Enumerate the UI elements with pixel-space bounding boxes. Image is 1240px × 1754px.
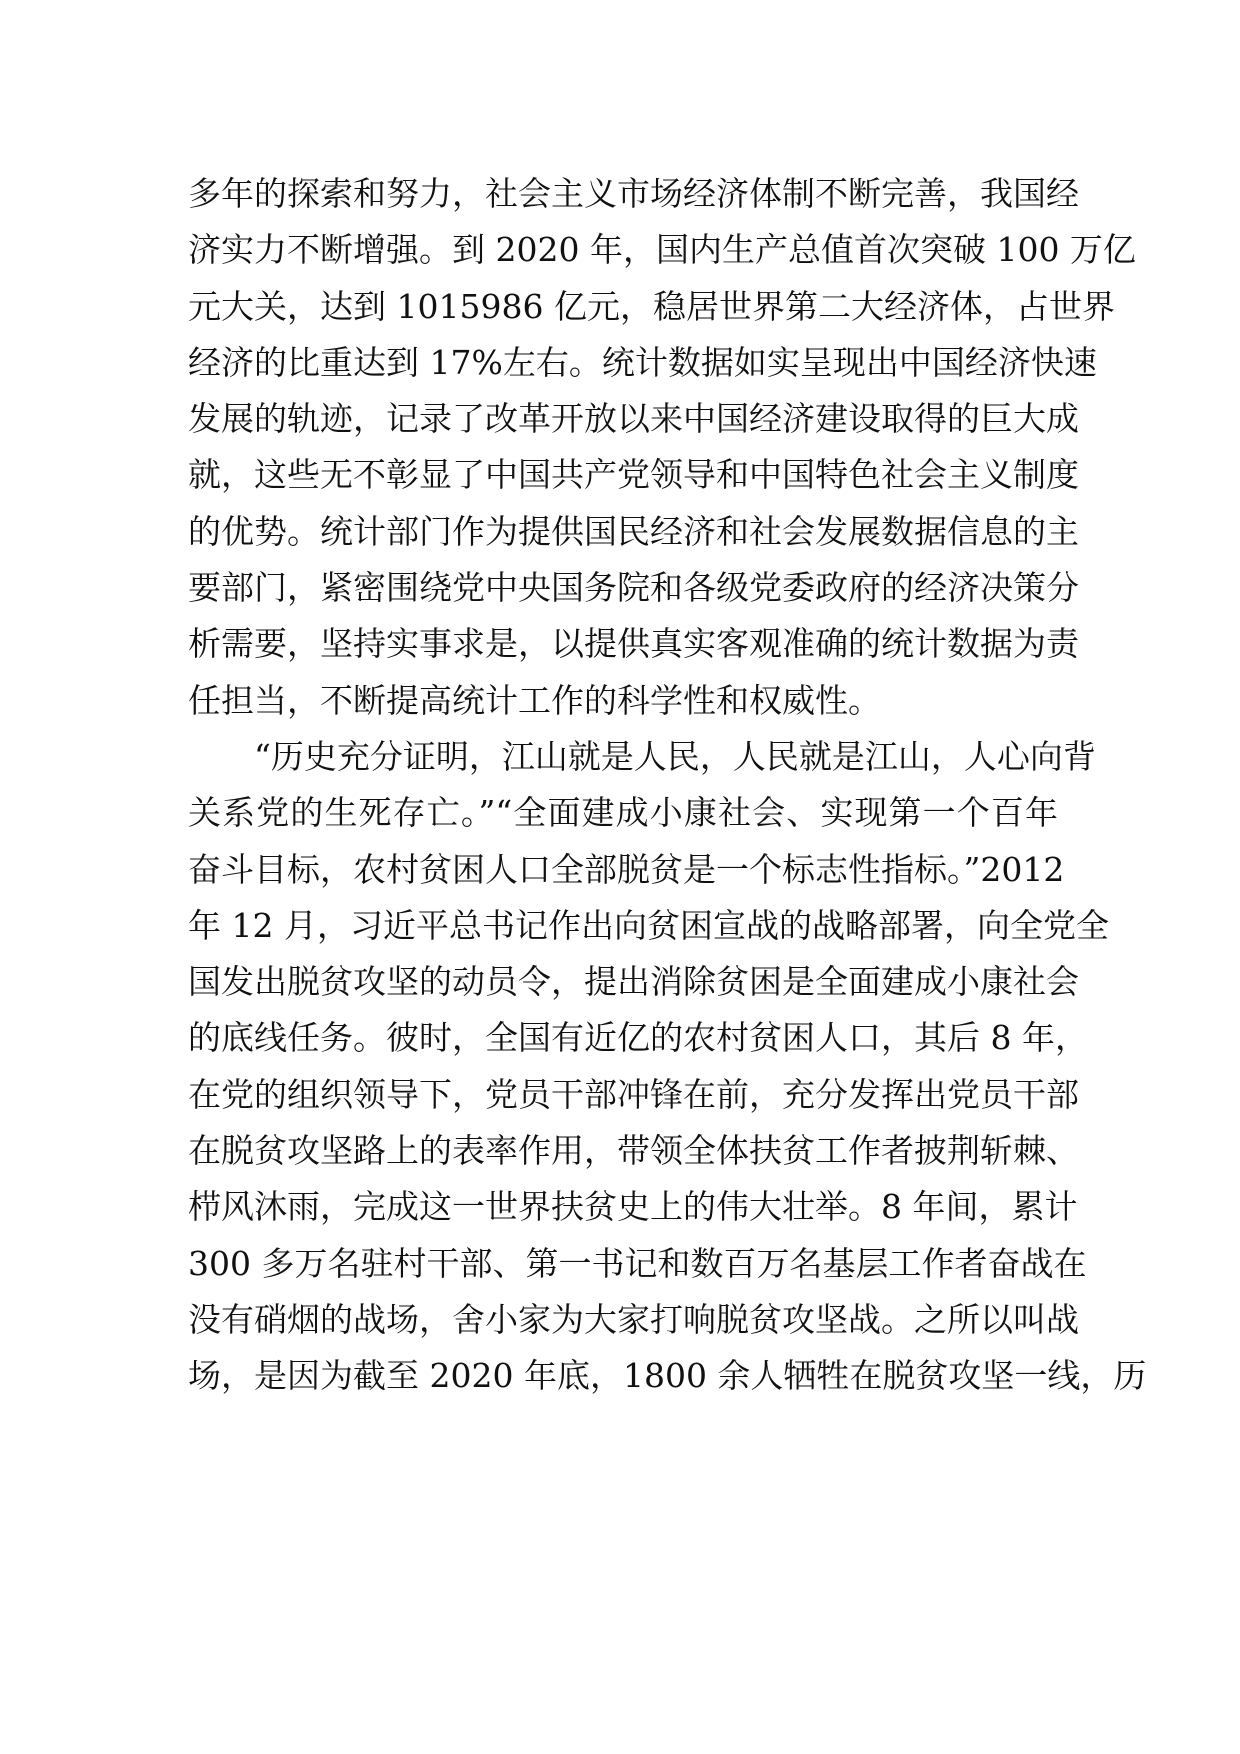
text-line: 就，这些无不彰显了中国共产党领导和中国特色社会主义制度 [188, 455, 1079, 495]
text-line: 任担当，不断提高统计工作的科学性和权威性。 [188, 680, 881, 720]
text-line: 元大关，达到 1015986 亿元，稳居世界第二大经济体，占世界 [188, 286, 1115, 326]
text-line: 的优势。统计部门作为提供国民经济和社会发展数据信息的主 [188, 511, 1079, 551]
text-line: 国发出脱贫攻坚的动员令，提出消除贫困是全面建成小康社会 [188, 962, 1079, 1002]
text-line: 关系党的生死存亡。”“全面建成小康社会、实现第一个百年 [188, 793, 1058, 833]
text-line: 的底线任务。彼时，全国有近亿的农村贫困人口，其后 8 年， [188, 1018, 1088, 1058]
text-line: 300 多万名驻村干部、第一书记和数百万名基层工作者奋战在 [188, 1243, 1087, 1283]
text-line: 在党的组织领导下，党员干部冲锋在前，充分发挥出党员干部 [188, 1074, 1079, 1114]
text-line: 场，是因为截至 2020 年底，1800 余人牺牲在脱贫攻坚一线，历 [188, 1356, 1147, 1396]
text-line: 要部门，紧密围绕党中央国务院和各级党委政府的经济决策分 [188, 568, 1079, 608]
text-line: 济实力不断增强。到 2020 年，国内生产总值首次突破 100 万亿 [188, 230, 1136, 270]
text-line: 经济的比重达到 17%左右。统计数据如实呈现出中国经济快速 [188, 342, 1097, 382]
document-body [188, 166, 1147, 1405]
text-line: 栉风沐雨，完成这一世界扶贫史上的伟大壮举。8 年间，累计 [188, 1187, 1078, 1227]
text-line: “历史充分证明，江山就是人民，人民就是江山，人心向背 [254, 736, 1096, 776]
text-line: 没有硝烟的战场，舍小家为大家打响脱贫攻坚战。之所以叫战 [188, 1299, 1079, 1339]
text-line: 多年的探索和努力，社会主义市场经济体制不断完善，我国经 [188, 174, 1079, 213]
paragraph-1 [188, 166, 1136, 729]
text-line: 发展的轨迹，记录了改革开放以来中国经济建设取得的巨大成 [188, 399, 1079, 439]
text-line: 奋斗目标，农村贫困人口全部脱贫是一个标志性指标。”2012 [188, 849, 1065, 889]
text-line: 年 12 月，习近平总书记作出向贫困宣战的战略部署，向全党全 [188, 905, 1109, 945]
text-line: 在脱贫攻坚路上的表率作用，带领全体扶贫工作者披荆斩棘、 [188, 1131, 1079, 1171]
paragraph-2 [188, 729, 1147, 1405]
text-line: 析需要，坚持实事求是，以提供真实客观准确的统计数据为责 [188, 624, 1079, 664]
